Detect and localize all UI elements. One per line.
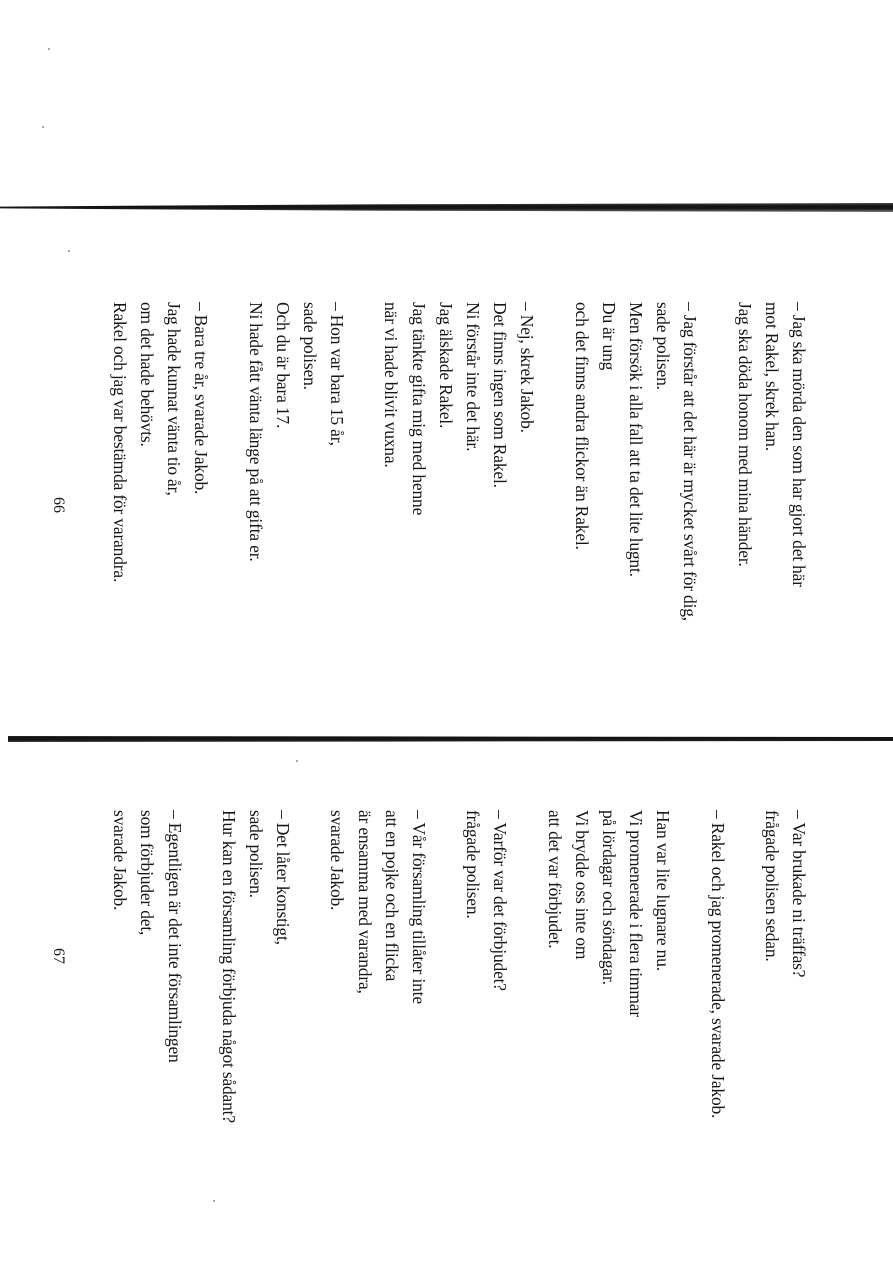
text-line: Hur kan en församling förbjuda något sådant? [218, 810, 239, 1123]
text-line: Det finns ingen som Rakel. [490, 302, 511, 488]
text-line: Vi promenerade i flera timmar [626, 810, 647, 1017]
text-line: – Nej, skrek Jakob. [517, 302, 538, 433]
stanza [106, 302, 215, 692]
text-line: om det hade behövts. [136, 302, 157, 447]
text-line: Och du är bara 17. [272, 302, 293, 429]
text-line: – Vår församling tillåter inte [408, 810, 429, 1004]
text-line: Ni hade fått vänta länge på att gifta er. [245, 302, 266, 562]
scan-speck [42, 126, 44, 128]
text-line: – Egentligen är det inte församlingen [164, 810, 185, 1063]
text-line: – Jag ska mörda den som har gjort det här [789, 302, 809, 587]
text-line: Jag ska döda honom med mina händer. [734, 302, 755, 567]
text-line: svarade Jakob. [110, 810, 131, 911]
stanza [567, 302, 703, 692]
text-line: när vi hade blivit vuxna. [381, 302, 402, 468]
text-line: Rakel och jag var bestämda för varandra. [109, 302, 130, 583]
text-line: sade polisen. [653, 302, 674, 390]
text-line: sade polisen. [299, 302, 320, 390]
text-line: som förbjuder det, [137, 810, 158, 936]
text-line: – Rakel och jag promenerade, svarade Jakob. [707, 810, 728, 1119]
text-line: Du är ung [598, 302, 619, 371]
stanza [459, 810, 513, 1260]
text-line: – Det låter konstigt, [273, 810, 294, 945]
stanza [703, 810, 730, 1260]
text-line: – Bara tre år, svarade Jakob. [191, 302, 212, 495]
text-line: Ni förstår inte det här. [462, 302, 483, 452]
stanza [106, 810, 188, 1260]
text-line: är ensamma med varandra, [354, 810, 375, 994]
text-line: frågade polisen. [463, 810, 484, 919]
scan-speck [48, 48, 50, 50]
text-line: och det finns andra flickor än Rakel. [571, 302, 592, 550]
scan-speck [68, 250, 70, 252]
page-number: 67 [50, 948, 67, 964]
page-divider-middle [8, 734, 893, 744]
text-line: Men försök i alla fall att ta det lite lugnt. [625, 302, 646, 577]
text-line: sade polisen. [245, 810, 266, 898]
stanza [730, 302, 812, 692]
stanza [241, 302, 350, 692]
page-66-text [79, 302, 812, 692]
text-line: mot Rakel, skrek han. [761, 302, 782, 451]
text-line: svarade Jakob. [327, 810, 348, 911]
stanza [377, 302, 540, 692]
text-line: att det var förbjudet. [544, 810, 565, 949]
stanza [758, 810, 812, 1260]
text-line: frågade polisen sedan. [761, 810, 782, 962]
text-line: Jag tänkte gifta mig med henne [408, 302, 429, 516]
page-divider-top [0, 203, 893, 212]
text-line: – Varför var det förbjudet? [490, 810, 511, 991]
stanza [215, 810, 297, 1260]
page-67-text [79, 810, 812, 1260]
stanza [323, 810, 432, 1260]
text-line: Han var lite lugnare nu. [653, 810, 674, 971]
text-line: på lördagar och söndagar. [598, 810, 619, 985]
page-number: 66 [50, 497, 67, 513]
text-line: – Jag förstår att det här är mycket svårt för dig, [680, 302, 701, 621]
scan-speck [296, 760, 298, 762]
text-line: – Var brukade ni träffas? [789, 810, 809, 978]
text-line: Jag älskade Rakel. [435, 302, 456, 429]
text-line: Vi brydde oss inte om [571, 810, 592, 960]
text-line: Jag hade kunnat vänta tio år, [164, 302, 185, 496]
stanza [540, 810, 676, 1260]
text-line: att en pojke och en flicka [381, 810, 402, 982]
text-line: – Hon var bara 15 år, [327, 302, 348, 446]
